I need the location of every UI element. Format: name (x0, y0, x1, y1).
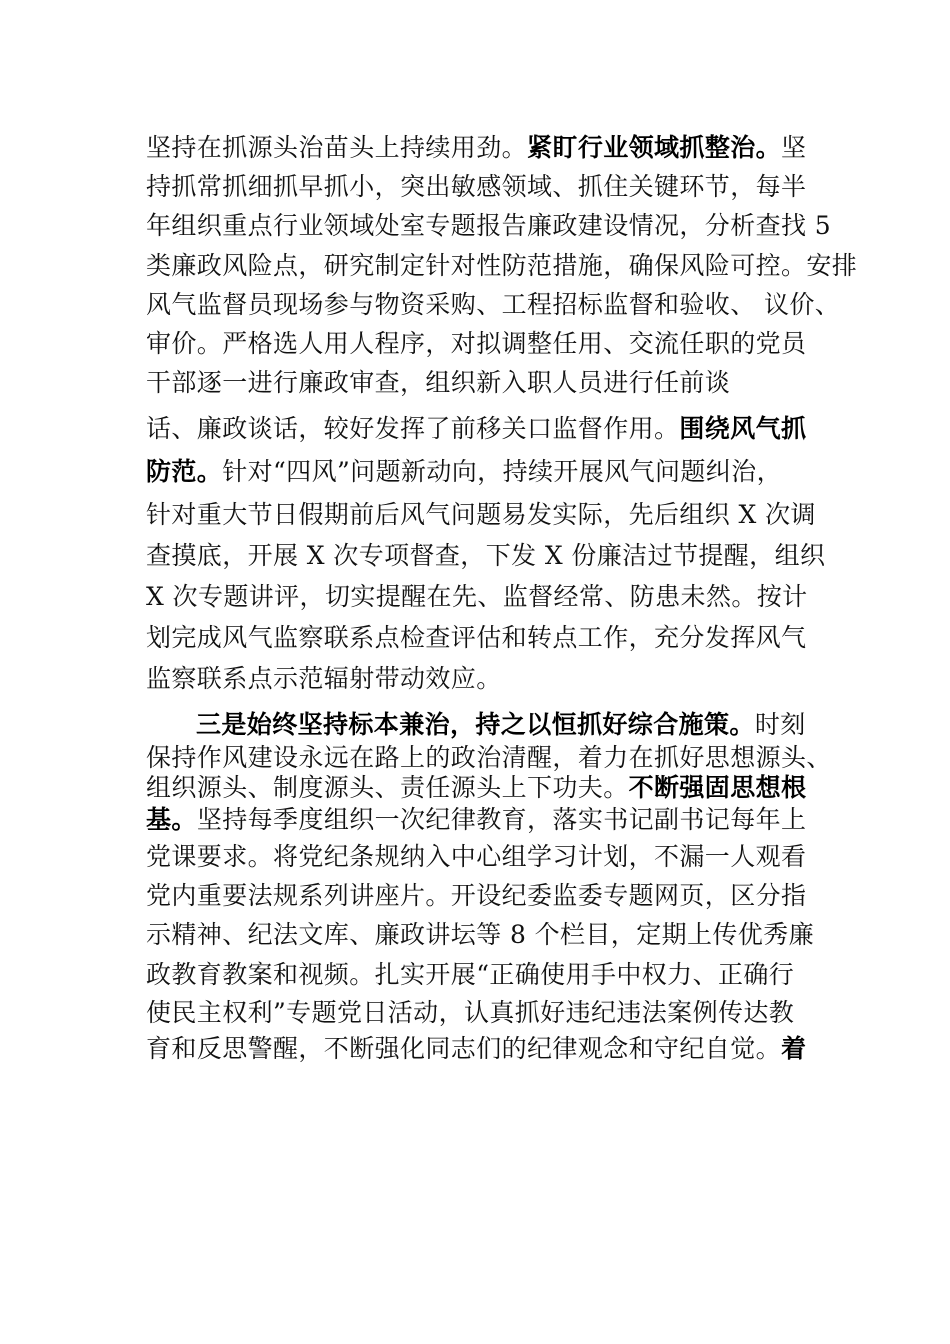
bold-heading: 着 (781, 1034, 807, 1063)
text-line: 划完成风气监察联系点检查评估和转点工作，充分发挥风气 (146, 623, 807, 652)
bold-heading: 防范。 (146, 457, 223, 486)
bold-heading: 围绕风气抓 (679, 414, 807, 443)
text-line: 查摸底，开展 X 次专项督查，下发 X 份廉洁过节提醒，组织 (146, 541, 826, 570)
bold-heading: 基。 (146, 805, 197, 834)
text-line: 组织源头、制度源头、责任源头上下功夫。不断强固思想根 (146, 773, 807, 802)
bold-heading: 三是始终坚持标本兼治，持之以恒抓好综合施策。 (196, 710, 755, 739)
text-line: 针对重大节日假期前后风气问题易发实际，先后组织 X 次调 (146, 500, 816, 529)
text-line: 监察联系点示范辐射带动效应。 (146, 664, 502, 693)
text-line: 党内重要法规系列讲座片。开设纪委监委专题网页，区分指 (146, 881, 807, 910)
bold-heading: 紧盯行业领域抓整治。 (527, 133, 782, 162)
text-line: 使民主权利”专题党日活动，认真抓好违纪违法案例传达教 (146, 998, 795, 1027)
text-line: 政教育教案和视频。扎实开展“正确使用手中权力、正确行 (146, 960, 795, 989)
text-line: 保持作风建设永远在路上的政治清醒，着力在抓好思想源头、 (146, 743, 832, 772)
text-line: 党课要求。将党纪条规纳入中心组学习计划，不漏一人观看 (146, 842, 807, 871)
bold-heading: 不断强固思想根 (628, 773, 807, 802)
text-line: 干部逐一进行廉政审查，组织新入职人员进行任前谈 (146, 368, 731, 397)
text-line: X 次专题讲评，切实提醒在先、监督经常、防患未然。按计 (146, 582, 808, 611)
text-line: 防范。针对“四风”问题新动向，持续开展风气问题纠治， (146, 457, 782, 486)
text-line: 风气监督员现场参与物资采购、工程招标监督和验收、 议价、 (146, 290, 841, 319)
text-line: 年组织重点行业领域处室专题报告廉政建设情况，分析查找 5 (146, 211, 832, 240)
text-line: 持抓常抓细抓早抓小，突出敏感领域、抓住关键环节，每半 (146, 172, 807, 201)
text-line: 审价。严格选人用人程序，对拟调整任用、交流任职的党员 (146, 329, 807, 358)
text-line: 坚持在抓源头治苗头上持续用劲。紧盯行业领域抓整治。坚 (146, 133, 807, 162)
text-line: 话、廉政谈话，较好发挥了前移关口监督作用。围绕风气抓 (146, 414, 807, 443)
text-line: 育和反思警醒，不断强化同志们的纪律观念和守纪自觉。着 (146, 1034, 807, 1063)
text-line: 三是始终坚持标本兼治，持之以恒抓好综合施策。时刻 (196, 710, 806, 739)
text-line: 示精神、纪法文库、廉政讲坛等 8 个栏目，定期上传优秀廉 (146, 920, 815, 949)
text-line: 类廉政风险点，研究制定针对性防范措施，确保风险可控。安排 (146, 251, 858, 280)
text-line: 基。坚持每季度组织一次纪律教育，落实书记副书记每年上 (146, 805, 807, 834)
